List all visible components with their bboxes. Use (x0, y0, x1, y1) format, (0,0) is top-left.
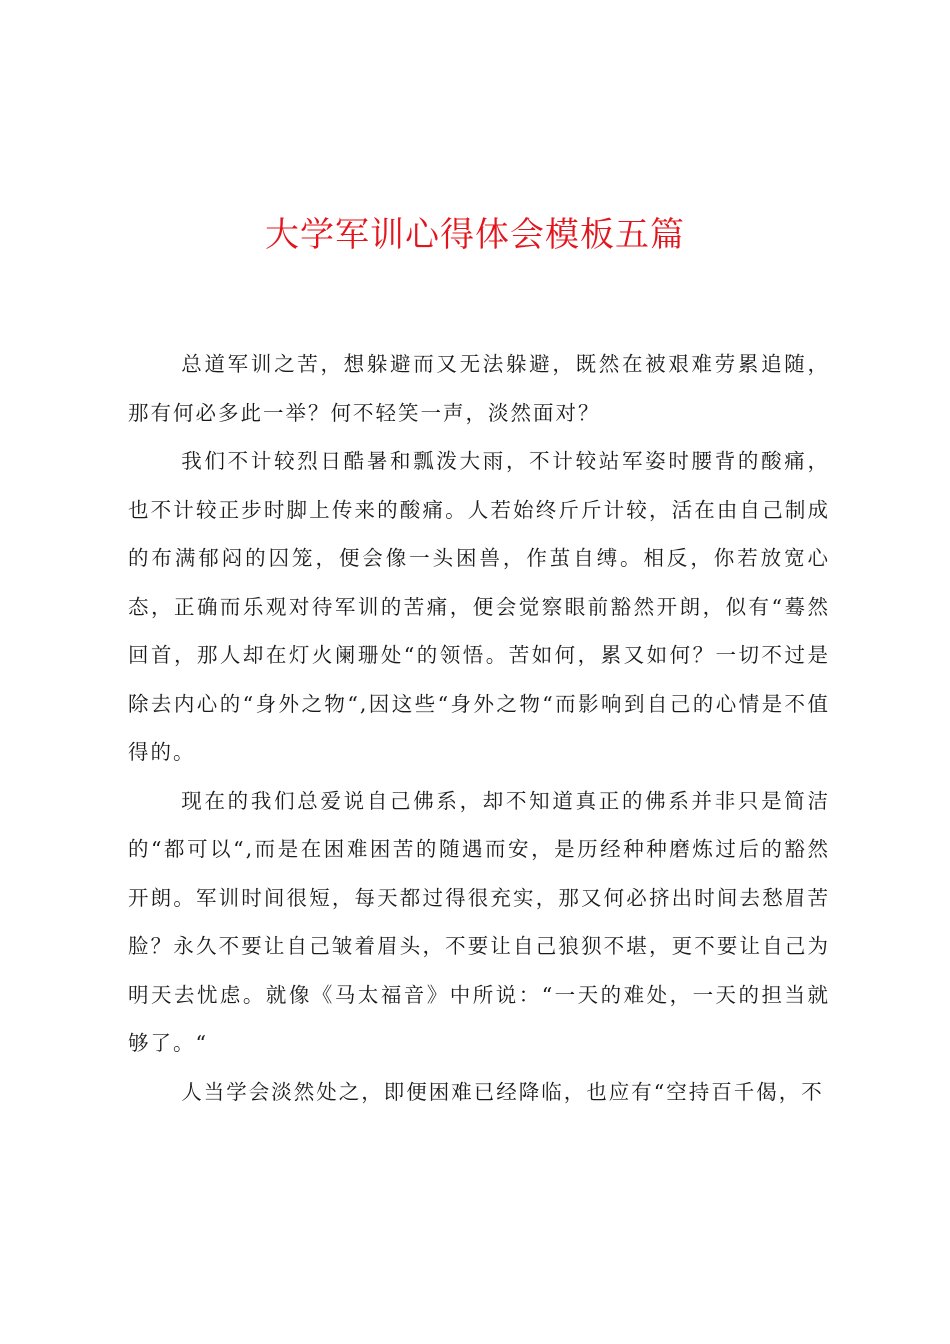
document-title: 大学军训心得体会模板五篇 (265, 215, 685, 255)
paragraph: 总道军训之苦，想躲避而又无法躲避，既然在被艰难劳累追随，那有何必多此一举？何不轻笑一声，淡然面对？ (128, 352, 830, 425)
paragraph: 现在的我们总爱说自己佛系，却不知道真正的佛系并非只是简洁的“都可以“,而是在困难困苦的随遇而安，是历经种种磨炼过后的豁然开朗。军训时间很短，每天都过得很充实，那又何必挤出时间去愁眉苦脸？永久不要让自己皱着眉头，不要让自己狼狈不堪，更不要让自己为明天去忧虑。就像《马太福音》中所说：“一天的难处，一天的担当就够了。“ (128, 788, 830, 1055)
paragraph: 我们不计较烈日酷暑和瓢泼大雨，不计较站军姿时腰背的酸痛，也不计较正步时脚上传来的酸痛。人若始终斤斤计较，活在由自己制成的布满郁闷的囚笼，便会像一头困兽，作茧自缚。相反，你若放宽心态，正确而乐观对待军训的苦痛，便会觉察眼前豁然开朗，似有“蓦然回首，那人却在灯火阑珊处“的领悟。苦如何，累又如何？一切不过是除去内心的“身外之物“,因这些“身外之物“而影响到自己的心情是不值得的。 (128, 449, 830, 764)
document-body (128, 340, 830, 1116)
paragraph: 人当学会淡然处之，即便困难已经降临，也应有“空持百千偈，不 (181, 1079, 824, 1104)
